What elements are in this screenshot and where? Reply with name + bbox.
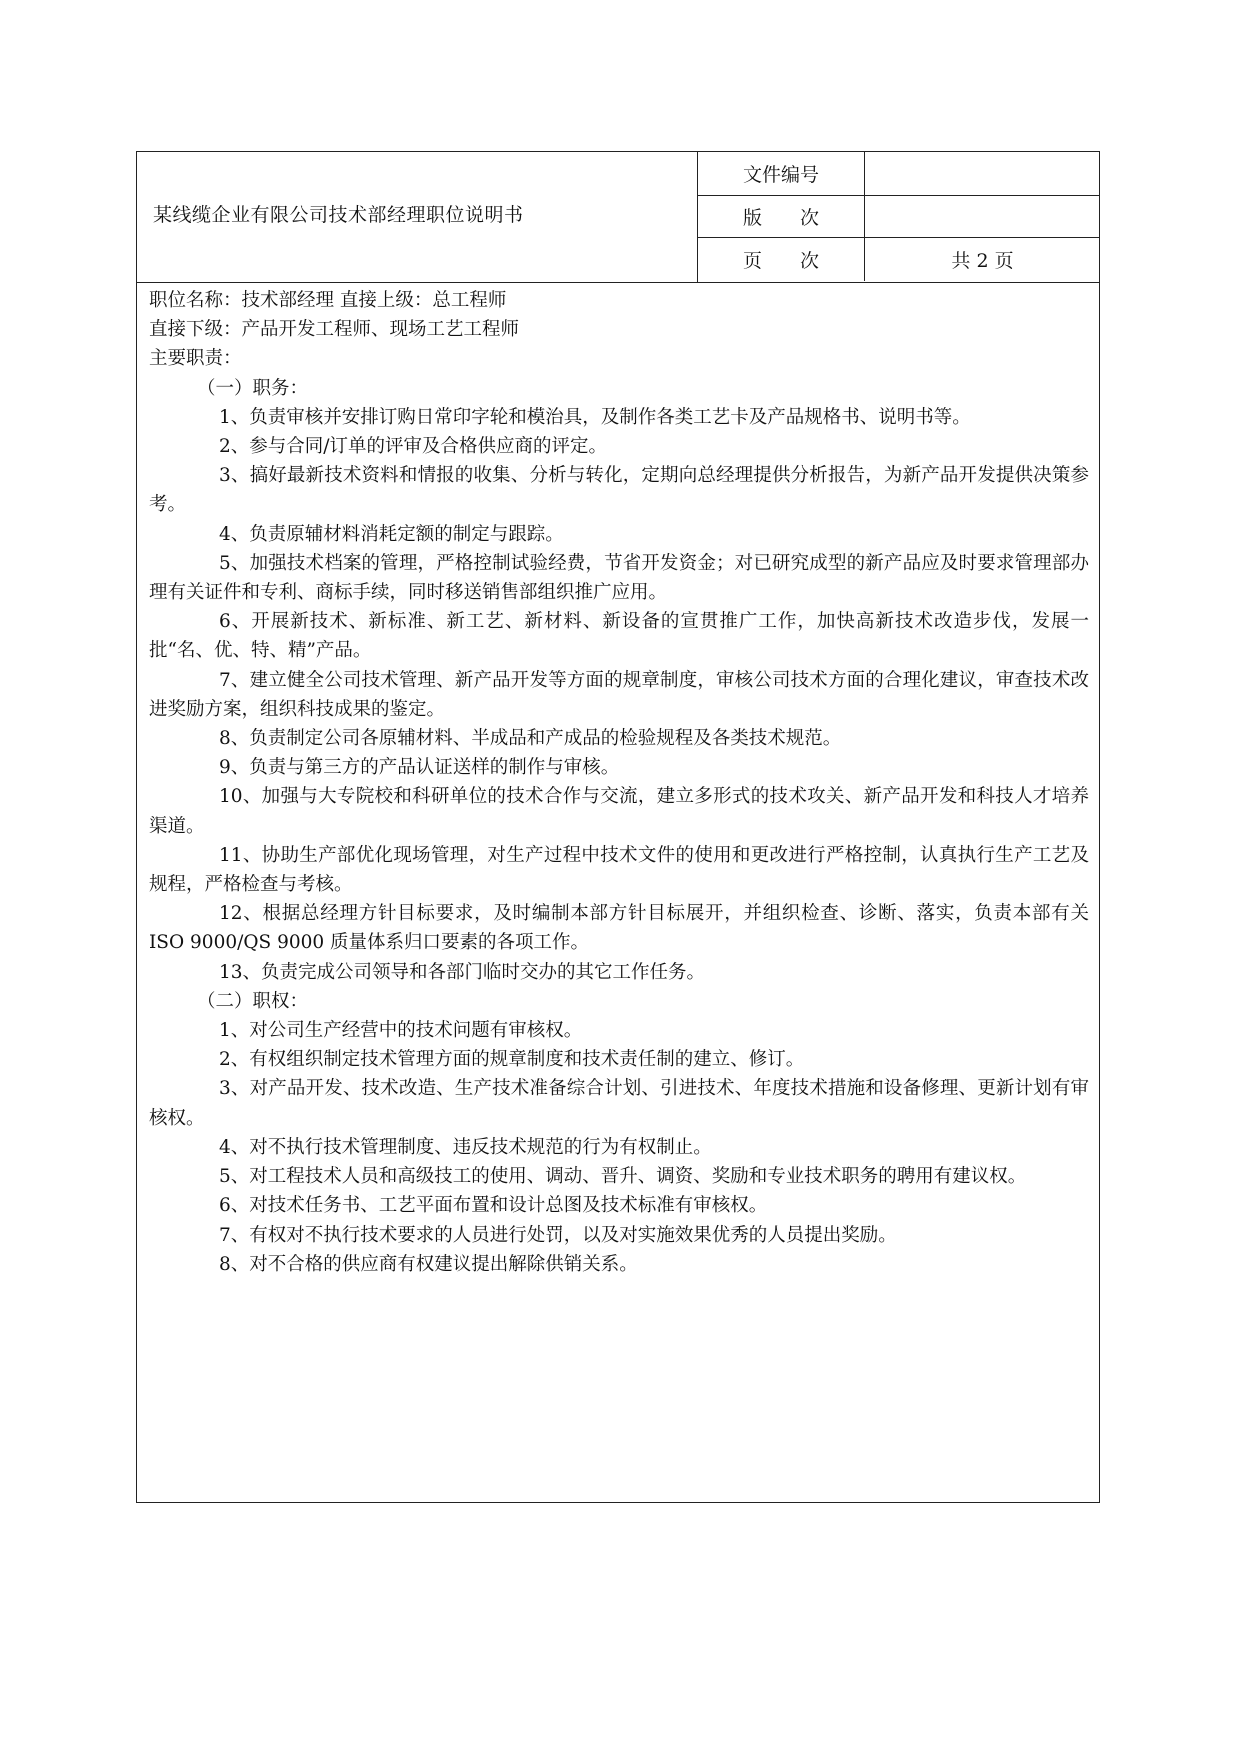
document-header — [137, 152, 1099, 283]
meta-label-version-a: 版 — [742, 206, 762, 229]
duty-item: 13、负责完成公司领导和各部门临时交办的其它工作任务。 — [219, 961, 706, 983]
duties-heading: （一）职务： — [197, 377, 309, 399]
document-frame — [136, 151, 1100, 1503]
document-title: 某线缆企业有限公司技术部经理职位说明书 — [153, 204, 524, 226]
meta-label-page-a: 页 — [742, 250, 762, 272]
duty-item: 2、参与合同/订单的评审及合格供应商的评定。 — [219, 436, 608, 458]
right-item: 5、对工程技术人员和高级技工的使用、调动、晋升、调资、奖励和专业技术职务的聘用有建议权。 — [219, 1166, 1027, 1188]
meta-value-file-number — [865, 152, 1100, 195]
meta-label-file-number: 文件编号 — [698, 152, 865, 195]
document-body — [149, 286, 1089, 1279]
right-item: 3、对产品开发、技术改造、生产技术准备综合计划、引进技术、年度技术措施和设备修理、更新计划有审核权。 — [149, 1078, 1089, 1129]
meta-label-page — [698, 238, 865, 281]
main-duties-label: 主要职责： — [149, 348, 242, 370]
duty-item: 11、协助生产部优化现场管理，对生产过程中技术文件的使用和更改进行严格控制，认真执行生产工艺及规程，严格检查与考核。 — [149, 844, 1089, 896]
duty-item: 1、负责审核并安排订购日常印字轮和模治具，及制作各类工艺卡及产品规格书、说明书等。 — [219, 406, 971, 428]
right-item: 6、对技术任务书、工艺平面布置和设计总图及技术标准有审核权。 — [219, 1195, 768, 1217]
right-item: 8、对不合格的供应商有权建议提出解除供销关系。 — [219, 1253, 638, 1275]
right-item: 7、有权对不执行技术要求的人员进行处罚，以及对实施效果优秀的人员提出奖励。 — [219, 1224, 897, 1246]
right-item: 4、对不执行技术管理制度、违反技术规范的行为有权制止。 — [219, 1136, 712, 1158]
meta-label-page-b: 次 — [800, 250, 820, 272]
duty-item: 9、负责与第三方的产品认证送样的制作与审核。 — [219, 757, 620, 779]
duty-item: 5、加强技术档案的管理，严格控制试验经费，节省开发资金；对已研究成型的新产品应及时要求管理部办理有关证件和专利、商标手续，同时移送销售部组织推广应用。 — [149, 552, 1089, 604]
right-item: 2、有权组织制定技术管理方面的规章制度和技术责任制的建立、修订。 — [219, 1049, 805, 1071]
duty-item: 6、开展新技术、新标准、新工艺、新材料、新设备的宣贯推广工作，加快高新技术改造步伐，发展一批“名、优、特、精”产品。 — [149, 611, 1089, 662]
duty-item: 7、建立健全公司技术管理、新产品开发等方面的规章制度，审核公司技术方面的合理化建议，审查技术改进奖励方案，组织科技成果的鉴定。 — [149, 669, 1089, 720]
meta-row-file-number — [698, 152, 1100, 196]
meta-label-version — [698, 195, 865, 237]
rights-heading: （二）职权： — [197, 990, 309, 1012]
duty-item: 3、搞好最新技术资料和情报的收集、分析与转化，定期向总经理提供分析报告，为新产品开发提供决策参考。 — [149, 465, 1089, 516]
meta-value-version — [865, 195, 1100, 237]
duty-item: 4、负责原辅材料消耗定额的制定与跟踪。 — [219, 523, 564, 545]
duty-item: 10、加强与大专院校和科研单位的技术合作与交流，建立多形式的技术攻关、新产品开发和科技人才培养渠道。 — [149, 786, 1089, 837]
meta-label-version-b: 次 — [800, 206, 820, 229]
duty-item: 8、负责制定公司各原辅材料、半成品和产成品的检验规程及各类技术规范。 — [219, 728, 842, 750]
document-meta-table — [697, 152, 1100, 282]
right-item: 1、对公司生产经营中的技术问题有审核权。 — [219, 1020, 583, 1042]
meta-value-page: 共 2 页 — [951, 250, 1014, 272]
meta-row-version — [698, 195, 1100, 238]
meta-row-page — [698, 238, 1100, 281]
position-info: 职位名称：技术部经理 直接上级：总工程师 — [149, 290, 507, 311]
duty-item: 12、根据总经理方针目标要求，及时编制本部方针目标展开，并组织检查、诊断、落实，负责本部有关 ISO 9000/QS 9000 质量体系归口要素的各项工作。 — [149, 903, 1089, 954]
subordinates-info: 直接下级：产品开发工程师、现场工艺工程师 — [149, 319, 520, 341]
